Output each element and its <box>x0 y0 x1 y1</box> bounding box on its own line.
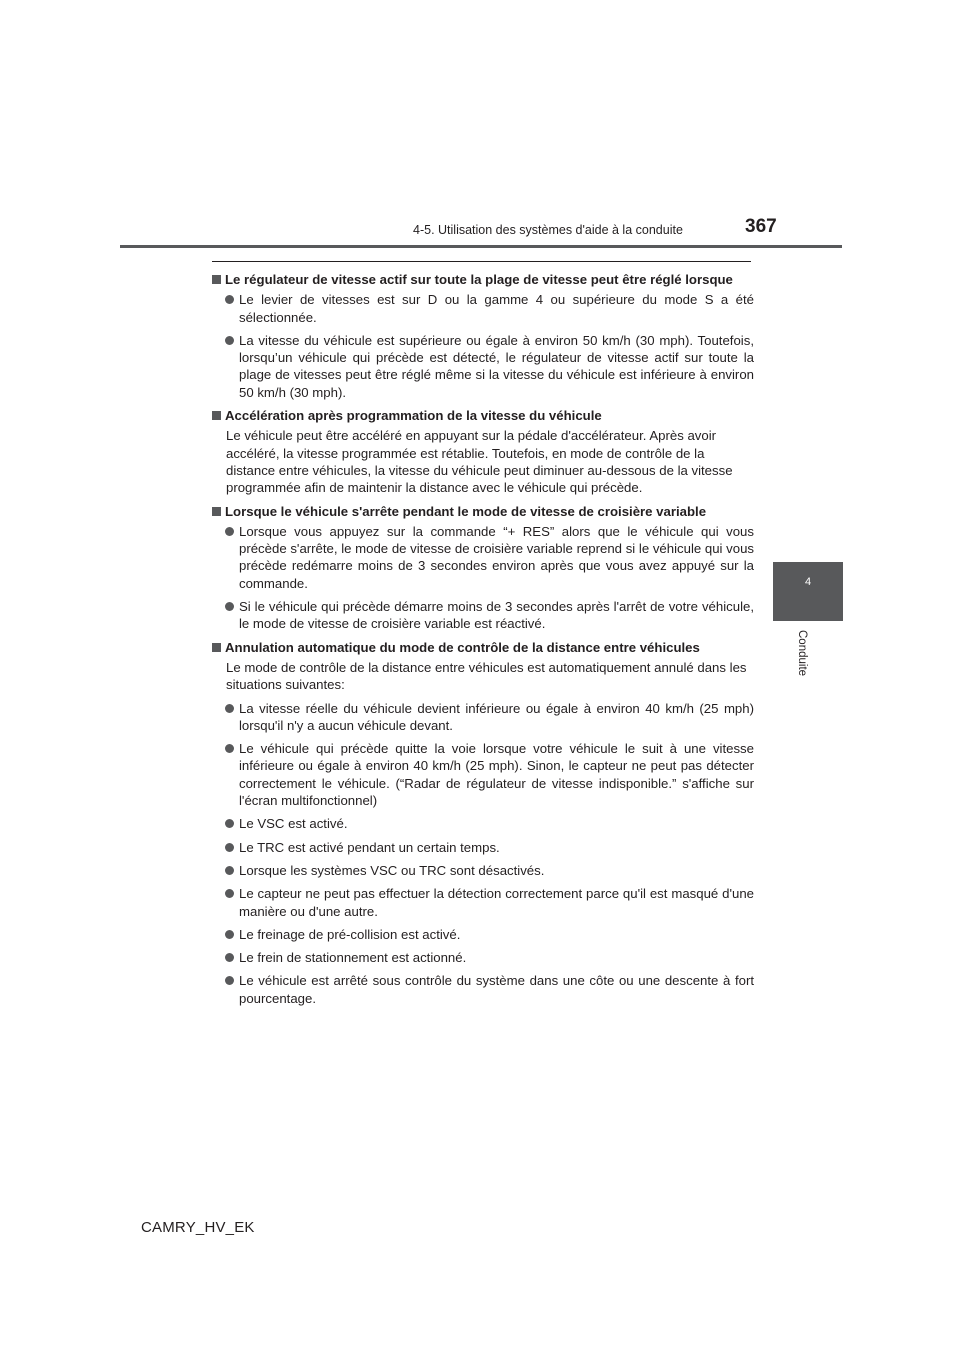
section-title: Lorsque le véhicule s'arrête pendant le mode de vitesse de croisière variable <box>225 503 707 519</box>
dot-bullet-icon <box>225 336 234 345</box>
list-item-text: Le véhicule est arrêté sous contrôle du système dans une côte ou une descente à fort pourcentage. <box>239 973 754 1006</box>
list-item <box>212 598 754 633</box>
list-item <box>212 523 754 592</box>
square-bullet-icon <box>212 275 221 284</box>
section-heading <box>212 407 754 424</box>
list-item <box>212 885 754 920</box>
dot-bullet-icon <box>225 843 234 852</box>
square-bullet-icon <box>212 643 221 652</box>
dot-bullet-icon <box>225 602 234 611</box>
list-item-text: Le TRC est activé pendant un certain temps. <box>239 839 500 855</box>
dot-bullet-icon <box>225 889 234 898</box>
square-bullet-icon <box>212 411 221 420</box>
header-rule <box>120 245 842 248</box>
dot-bullet-icon <box>225 295 234 304</box>
content-rule <box>212 261 751 262</box>
dot-bullet-icon <box>225 976 234 985</box>
list-item-text: Le véhicule qui précède quitte la voie lorsque votre véhicule le suit à une vitesse inférieure ou égale à environ 40 km/h (25 mph). Sinon, le capteur ne peut pas détecter correctement le véhicule. (“Radar de régulateur de vitesse indisponible.” s'affiche sur l'écran multifonctionnel) <box>239 741 754 809</box>
list-item-text: Le frein de stationnement est actionné. <box>239 950 467 966</box>
dot-bullet-icon <box>225 930 234 939</box>
list-item-text: Le levier de vitesses est sur D ou la gamme 4 ou supérieure du mode S a été sélectionnée. <box>239 292 754 325</box>
list-item-text: La vitesse du véhicule est supérieure ou égale à environ 50 km/h (30 mph). Toutefois, lorsqu’un véhicule qui précède est détecté, le régulateur de vitesse actif sur toute la plage de vitesses peut être réglé même si la vitesse du véhicule est inférieure à environ 50 km/h (30 mph). <box>239 332 754 400</box>
list-item-text: Le VSC est activé. <box>239 816 348 832</box>
list-item <box>212 700 754 735</box>
dot-bullet-icon <box>225 953 234 962</box>
section <box>212 407 754 496</box>
list-item-text: Le freinage de pré-collision est activé. <box>239 926 461 942</box>
list-item-text: Lorsque vous appuyez sur la commande “+ RES” alors que le véhicule qui vous précède s'arrête, le mode de vitesse de croisière variable reprend si le véhicule qui vous précède redémarre moins de 3 secondes environ après que vous avez appuyé sur la commande. <box>239 523 754 591</box>
section <box>212 639 754 1007</box>
list-item <box>212 926 754 943</box>
list-item <box>212 291 754 326</box>
section-heading <box>212 639 754 656</box>
list-item <box>212 332 754 401</box>
chapter-tab <box>773 562 843 621</box>
section-title: Annulation automatique du mode de contrôle de la distance entre véhicules <box>225 639 700 655</box>
list-item <box>212 972 754 1007</box>
dot-bullet-icon <box>225 866 234 875</box>
header-section-title: 4-5. Utilisation des systèmes d'aide à la conduite <box>413 223 683 237</box>
list-item <box>212 815 754 832</box>
section <box>212 503 754 633</box>
chapter-label: Conduite <box>796 630 808 677</box>
content <box>212 266 754 1013</box>
section-paragraph: Le mode de contrôle de la distance entre véhicules est automatiquement annulé dans les situations suivantes: <box>226 659 747 693</box>
square-bullet-icon <box>212 507 221 516</box>
list-item-text: Le capteur ne peut pas effectuer la détection correctement parce qu'il est masqué d'une manière ou d'une autre. <box>239 886 754 919</box>
section-paragraph: Le véhicule peut être accéléré en appuyant sur la pédale d'accélérateur. Après avoir accéléré, la vitesse programmée est rétablie. Toutefois, en mode de contrôle de la distance entre véhicules, la vitesse du véhicule peut diminuer au-dessous de la vitesse programmée afin de maintenir la distance avec le véhicule qui précède. <box>226 428 733 496</box>
chapter-number: 4 <box>804 576 812 588</box>
list-item <box>212 740 754 809</box>
section-heading <box>212 271 754 288</box>
section-heading <box>212 503 754 520</box>
dot-bullet-icon <box>225 819 234 828</box>
list-item <box>212 862 754 879</box>
list-item-text: La vitesse réelle du véhicule devient inférieure ou égale à environ 40 km/h (25 mph) lorsqu'il n'y a aucun véhicule devant. <box>239 700 754 733</box>
list-item <box>212 839 754 856</box>
section-title: Accélération après programmation de la vitesse du véhicule <box>225 408 602 424</box>
list-item-text: Si le véhicule qui précède démarre moins de 3 secondes après l'arrêt de votre véhicule, le mode de vitesse de croisière variable est réactivé. <box>239 599 754 632</box>
section <box>212 271 754 401</box>
dot-bullet-icon <box>225 744 234 753</box>
list-item-text: Lorsque les systèmes VSC ou TRC sont désactivés. <box>239 862 545 878</box>
dot-bullet-icon <box>225 527 234 536</box>
page-number: 367 <box>745 216 777 237</box>
footer-model-code: CAMRY_HV_EK <box>141 1219 255 1236</box>
dot-bullet-icon <box>225 704 234 713</box>
list-item <box>212 949 754 966</box>
section-title: Le régulateur de vitesse actif sur toute la plage de vitesse peut être réglé lorsque <box>225 272 733 287</box>
